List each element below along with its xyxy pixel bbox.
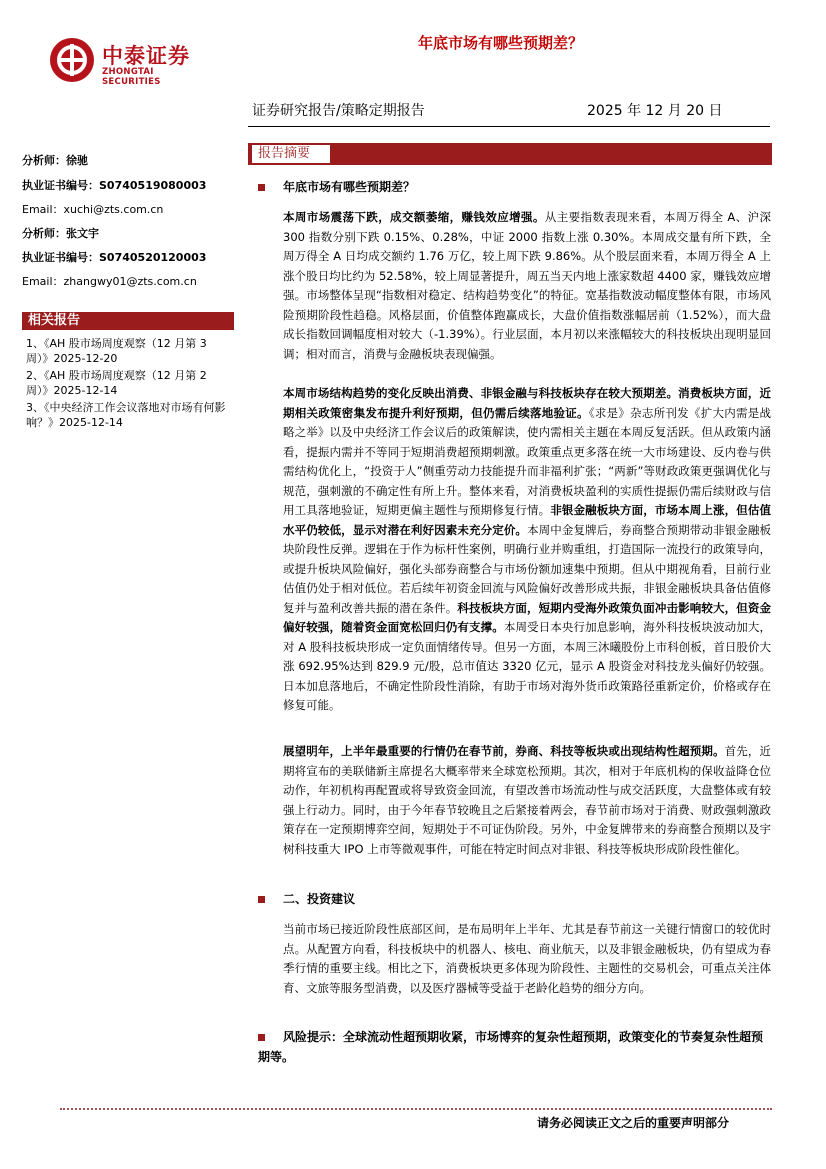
risk-warning bbox=[258, 1028, 771, 1067]
paragraph-3 bbox=[283, 742, 771, 859]
summary-band bbox=[248, 143, 772, 165]
bullet-square-icon bbox=[258, 1034, 265, 1041]
analyst-2-cert: 执业证书编号：S0740520120003 bbox=[22, 251, 207, 264]
paragraph-3-lead: 展望明年，上半年最重要的行情仍在春节前，券商、科技等板块或出现结构性超预期。 bbox=[283, 744, 725, 758]
footer-disclaimer: 请务必阅读正文之后的重要声明部分 bbox=[537, 1116, 730, 1130]
paragraph-2 bbox=[283, 384, 771, 716]
risk-text: 风险提示：全球流动性超预期收紧，市场博弈的复杂性超预期，政策变化的节奏复杂性超预期等。 bbox=[258, 1030, 764, 1064]
section-1-heading bbox=[258, 178, 415, 195]
paragraph-2-finance-lead: 非银金融板块方面，市场本周上涨，但估值水平仍较低，显示对潜在利好因素未充分定价。 bbox=[283, 503, 772, 537]
report-title: 年底市场有哪些预期差？ bbox=[418, 34, 584, 52]
analyst-1-email[interactable]: Email：xuchi@zts.com.cn bbox=[22, 203, 164, 216]
related-reports-header: 相关报告 bbox=[22, 312, 234, 330]
paragraph-2-consumer: 《求是》杂志所刊发《扩大内需是战略之举》以及中央经济工作会议后的政策解读，使内需相关主题在本周反复活跃。但从政策内涵看，提振内需并不等同于短期消费超预期刺激。政策重点更多落在统一大市场建设、反内卷与供需结构优化上，“投资于人”侧重劳动力技能提升而非福利扩张；“两新”等财政政策更强调优化与规范，强刺激的不确定性有所上升。整体来看，对消费板块盈利的实质性提振仍需后续财政与信用工具落地验证，短期更偏主题性与预期修复行情。 bbox=[283, 405, 772, 517]
analyst-2-name: 分析师：张文宇 bbox=[22, 227, 99, 240]
paragraph-2-tech-lead: 科技板块方面，短期内受海外政策负面冲击影响较大，但资金偏好较强，随着资金面宽松回归仍有支撑。 bbox=[283, 600, 771, 634]
analyst-1-cert: 执业证书编号：S0740519080003 bbox=[22, 179, 207, 192]
report-type: 证券研究报告/策略定期报告 bbox=[252, 103, 425, 119]
paragraph-3-body: 首先，近期将宣布的美联储新主席提名大概率带来全球宽松预期。其次，相对于年底机构的保收益降仓位动作，年初机构再配置或将导致资金回流，有望改善市场流动性与成交活跃度，大盘整体或有较强上行动力。同时，由于今年春节较晚且之后紧接着两会，春节前市场对于消费、财政强刺激政策存在一定预期博弈空间，短期处于不可证伪阶段。另外，中金复牌带来的券商整合预期以及宇树科技重大 IPO 上市等微观事件，可能在特定时间点对非银、科技等板块形成阶段性催化。 bbox=[283, 744, 772, 856]
section-1-title: 年底市场有哪些预期差？ bbox=[283, 180, 416, 194]
header-divider bbox=[248, 126, 770, 127]
analyst-2-email[interactable]: Email：zhangwy01@zts.com.cn bbox=[22, 275, 197, 288]
related-report-item[interactable]: 1、《AH 股市场周度观察（12 月第 3 周）》2025-12-20 bbox=[26, 337, 207, 365]
analyst-1-name: 分析师：徐驰 bbox=[22, 154, 88, 167]
paragraph-1-body: 从主要指数表现来看，本周万得全 A、沪深 300 指数分别下跌 0.15%、0.28%，中证 2000 指数上涨 0.30%。本周成交量有所下跌，全周万得全 A 日均成交额约 1.76 万亿，较上周下跌 9.86%。从个股层面来看，本周万得全 A 上涨个股日均比约为 52.58%，较上周显著提升，周五当天内地上涨家数超 4400 家，赚钱效应增强。市场整体呈现“指数相对稳定、结构趋势变化”的特征。宽基指数波动幅度整体有限，市场风险预期阶段性趋稳。风格层面，价值整体跑赢成长，大盘价值指数涨幅居前（1.52%），而大盘成长指数回调幅度相对较大（-1.39%）。行业层面，本月初以来涨幅较大的科技板块出现明显回调；相对而言，消费与金融板块表现偏强。 bbox=[283, 210, 771, 361]
logo-text-cn: 中泰证券 bbox=[102, 44, 190, 68]
paragraph-2-tech: 本周受日本央行加息影响，海外科技板块波动加大，对 A 股科技板块形成一定负面情绪传导。但另一方面，本周三沐曦股份上市科创板，首日股价大涨 692.95%达到 829.9 元/股，总市值达 3320 亿元，显示 A 股资金对科技龙头偏好仍较强。日本加息落地后，不确定性阶段性消除，有助于市场对海外货币政策路径重新定价，价格或存在修复可能。 bbox=[283, 620, 772, 712]
logo-emblem-icon bbox=[50, 38, 94, 82]
report-date: 2025 年 12 月 20 日 bbox=[587, 103, 723, 119]
summary-band-label: 报告摘要 bbox=[252, 145, 330, 163]
bullet-square-icon bbox=[258, 184, 265, 191]
footer-divider bbox=[60, 1108, 772, 1110]
related-report-item[interactable]: 3、《中央经济工作会议落地对市场有何影响？》2025-12-14 bbox=[26, 401, 226, 429]
company-logo bbox=[50, 38, 215, 87]
paragraph-4: 当前市场已接近阶段性底部区间，是布局明年上半年、尤其是春节前这一关键行情窗口的较优时点。从配置方向看，科技板块中的机器人、核电、商业航天，以及非银金融板块，仍有望成为春季行情的重要主线。相比之下，消费板块更多体现为阶段性、主题性的交易机会，可重点关注体育、文旅等服务型消费，以及医疗器械等受益于老龄化趋势的细分方向。 bbox=[283, 922, 771, 995]
paragraph-2-finance: 本周中金复牌后，券商整合预期带动非银金融板块阶段性反弹。逻辑在于作为标杆性案例，明确行业并购重组，打造国际一流投行的政策导向，或提升板块风险偏好，强化头部券商整合与市场份额加速集中预期。但从中期视角看，目前行业估值仍处于相对低位。若后续年初资金回流与风险偏好改善形成共振，非银金融板块具备估值修复并与盈利改善共振的潜在条件。 bbox=[283, 522, 771, 615]
related-report-item[interactable]: 2、《AH 股市场周度观察（12 月第 2 周）》2025-12-14 bbox=[26, 369, 207, 397]
logo-text-en: ZHONGTAI SECURITIES bbox=[102, 67, 161, 87]
paragraph-1-lead: 本周市场震荡下跌，成交额萎缩，赚钱效应增强。 bbox=[283, 210, 545, 224]
section-2-heading bbox=[258, 890, 355, 907]
bullet-square-icon bbox=[258, 896, 265, 903]
paragraph-1 bbox=[283, 208, 771, 364]
paragraph-2-lead: 本周市场结构趋势的变化反映出消费、非银金融与科技板块存在较大预期差。消费板块方面，近期相关政策密集发布提升利好预期，但仍需后续落地验证。 bbox=[283, 386, 771, 420]
section-2-title: 二、投资建议 bbox=[283, 892, 356, 906]
